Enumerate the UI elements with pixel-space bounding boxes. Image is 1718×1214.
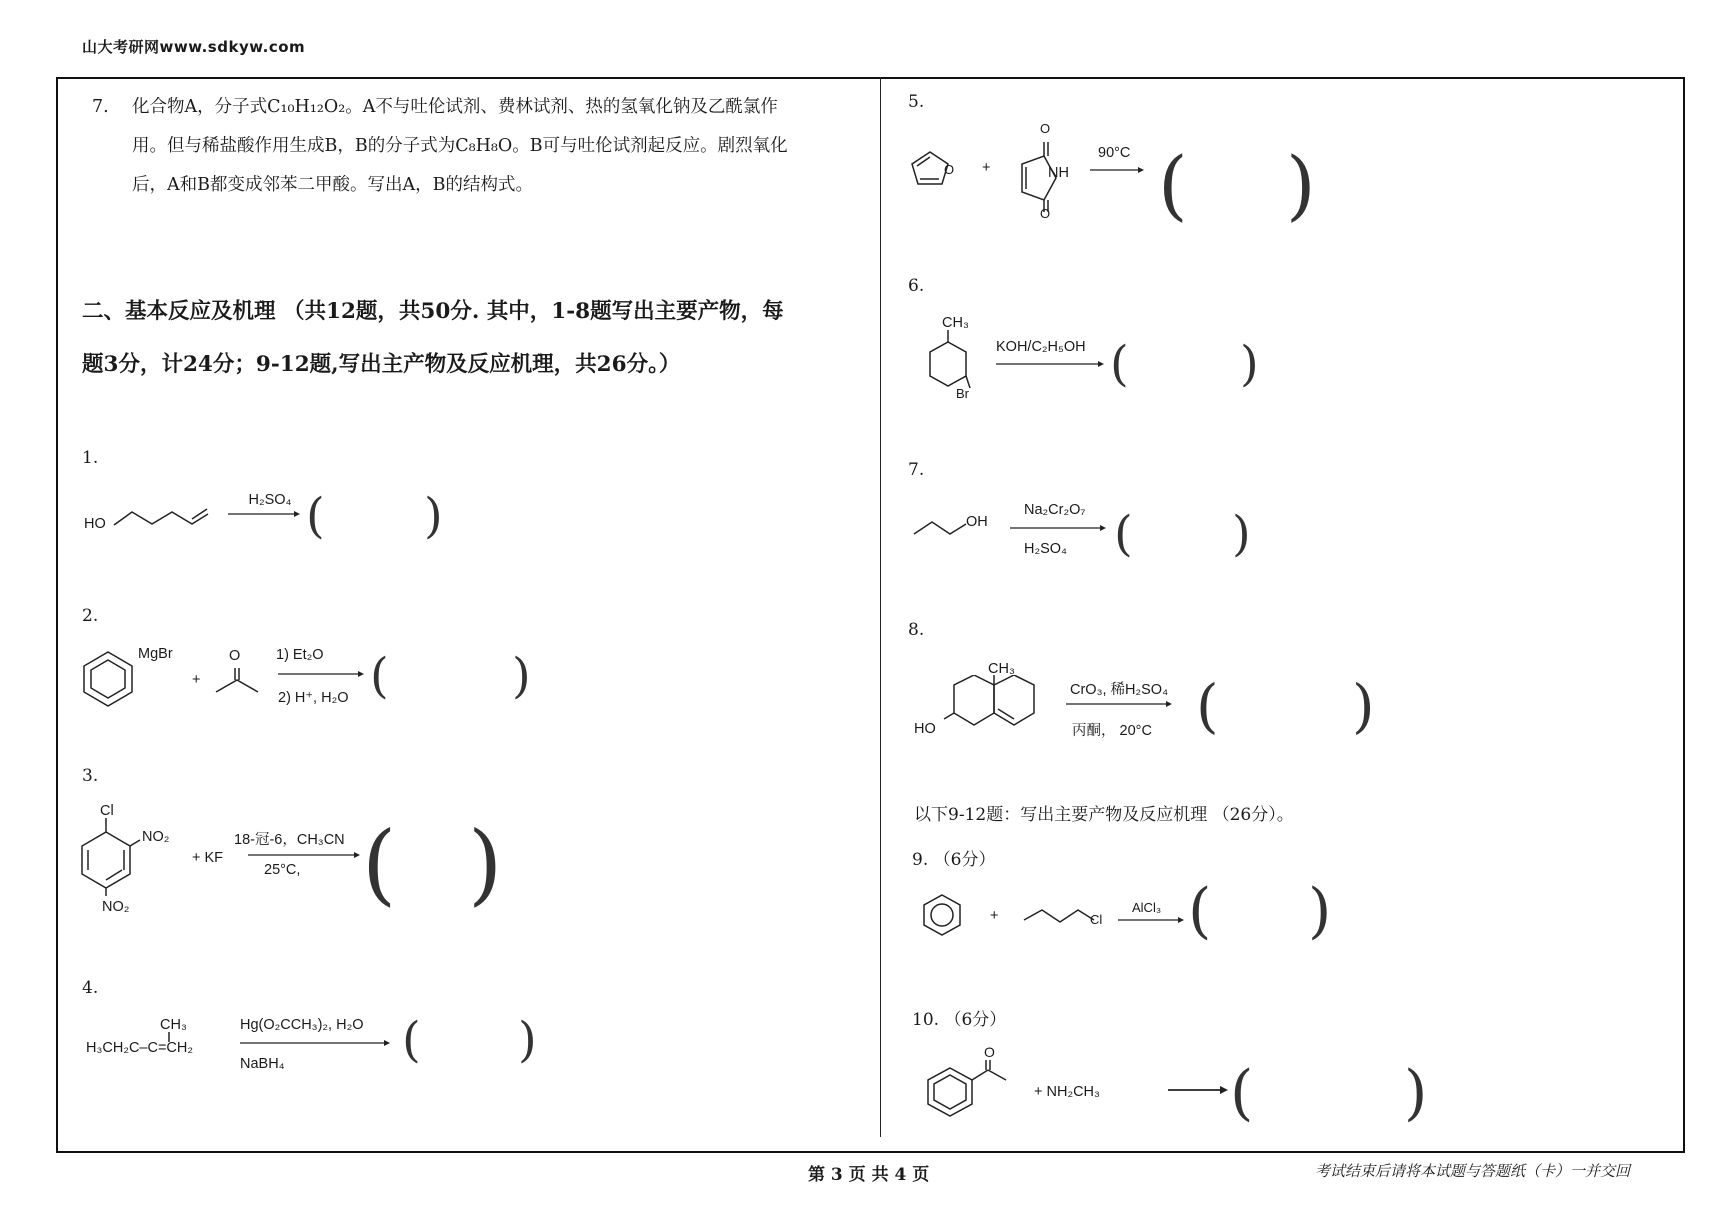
answer-paren-open: ( [1230, 1058, 1254, 1128]
answer-paren-close: ) [1286, 140, 1316, 229]
benzene-ring-icon [80, 648, 140, 710]
answer-paren-close: ) [468, 812, 503, 915]
reaction-3-arrow [248, 849, 360, 861]
benzene-ring-icon [920, 892, 966, 938]
q7-line-2: 用。但与稀盐酸作用生成B，B的分子式为C₈H₈O。B可与吐伦试剂起反应。剧烈氧化 [132, 136, 788, 156]
q7-line-3: 后，A和B都变成邻苯二甲酸。写出A，B的结构式。 [132, 175, 533, 195]
furan-o-label: O [944, 162, 955, 177]
mgbr-label: MgBr [138, 646, 173, 662]
answer-paren-open: ( [1110, 336, 1129, 392]
reaction-8-reagent-1: CrO₃, 稀H₂SO₄ [1070, 682, 1169, 698]
reaction-6-number: 6. [908, 276, 925, 296]
reaction-1-reagent: H₂SO₄ [248, 492, 292, 508]
answer-paren-close: ) [518, 1012, 537, 1068]
reaction-1-reactant [80, 490, 210, 540]
reaction-7-reagent-1: Na₂Cr₂O₇ [1024, 502, 1086, 518]
site-header: 山大考研网www.sdkyw.com [82, 38, 306, 56]
cl-label: Cl [1090, 912, 1103, 927]
oh-label: OH [966, 514, 988, 530]
answer-paren-open: ( [306, 488, 325, 544]
cl-label: Cl [100, 803, 114, 819]
reaction-7-number: 7. [908, 460, 925, 480]
answer-paren-close: ) [1232, 506, 1251, 562]
reaction-2-reagent-1: 1) Et₂O [276, 647, 324, 663]
reaction-8-reagent-2: 丙酮， 20°C [1072, 723, 1152, 739]
reaction-3-number: 3. [82, 766, 99, 786]
methylamine-label: + NH₂CH₃ [1034, 1084, 1100, 1100]
questions-9-12-intro: 以下9-12题：写出主要产物及反应机理 （26分）。 [914, 805, 1294, 825]
reaction-7-arrow [1010, 522, 1106, 534]
answer-paren-open: ( [402, 1012, 421, 1068]
reaction-6-reagent: KOH/C₂H₅OH [996, 339, 1086, 355]
plus-sign: + [990, 908, 999, 924]
answer-paren-open: ( [1188, 876, 1212, 946]
answer-paren-open: ( [362, 812, 397, 915]
carbonyl-o-label: O [1040, 206, 1051, 221]
footer-note: 考试结束后请将本试题与答题纸（卡）一并交回 [1315, 1162, 1631, 1180]
reaction-7-reagent-2: H₂SO₄ [1024, 541, 1067, 557]
answer-paren-close: ) [512, 648, 531, 704]
ch3-label: CH₃ [160, 1017, 187, 1033]
section-2-title [82, 285, 862, 391]
reaction-4-reagent-1: Hg(O₂CCH₃)₂, H₂O [240, 1017, 364, 1033]
question-7-text [92, 88, 852, 205]
plus-sign: + [192, 672, 201, 688]
reaction-1-ho-label: HO [84, 516, 106, 532]
reaction-4-number: 4. [82, 978, 99, 998]
reaction-9-number: 9. （6分） [912, 850, 996, 870]
answer-paren-open: ( [370, 648, 389, 704]
reaction-8-number: 8. [908, 620, 925, 640]
ch3-label: CH₃ [988, 661, 1015, 677]
plus-sign: + [982, 160, 991, 176]
reaction-10-number: 10. （6分） [912, 1010, 1007, 1030]
reaction-9-reagent: AlCl₃ [1132, 900, 1162, 915]
answer-paren-close: ) [1240, 336, 1259, 392]
question-number: 7. [92, 97, 109, 117]
ho-label: HO [914, 721, 936, 737]
answer-paren-open: ( [1114, 506, 1133, 562]
answer-paren-close: ) [1308, 876, 1332, 946]
reaction-3-reagent-1: 18-冠-6，CH₃CN [234, 832, 345, 848]
reaction-2-reagent-2: 2) H⁺, H₂O [278, 690, 349, 706]
reaction-9-arrow [1118, 914, 1184, 926]
answer-paren-close: ) [1352, 672, 1375, 740]
reaction-5-reagent: 90°C [1098, 145, 1131, 161]
reaction-8-arrow [1066, 698, 1172, 710]
reaction-4-reagent-2: NaBH₄ [240, 1056, 285, 1072]
page-number: 第 3 页 共 4 页 [808, 1165, 930, 1185]
reaction-3-reagent-2: 25°C, [264, 862, 301, 878]
page-frame [56, 77, 1685, 1153]
section-title-line-2: 题3分，计24分；9-12题,写出主产物及反应机理，共26分。） [82, 352, 681, 377]
reaction-5-arrow [1090, 164, 1144, 176]
plus-kf: + KF [192, 850, 224, 866]
reaction-1-arrow [228, 508, 300, 520]
reaction-2-arrow [278, 668, 364, 680]
answer-paren-open: ( [1196, 672, 1219, 740]
alkene-chain-label: H₃CH₂C–C=CH₂ [86, 1040, 193, 1056]
reaction-6-arrow [996, 358, 1104, 370]
no2-label: NO₂ [142, 829, 170, 845]
acetophenone-structure [922, 1060, 1018, 1126]
br-label: Br [956, 386, 969, 401]
reaction-5-number: 5. [908, 92, 925, 112]
decalin-structure [940, 675, 1050, 737]
reaction-4-arrow [240, 1037, 390, 1049]
reaction-2-number: 2. [82, 606, 99, 626]
propanol-chain [910, 512, 970, 542]
section-title-line-1: 二、基本反应及机理 （共12题，共50分. 其中，1-8题写出主要产物，每 [82, 299, 784, 324]
answer-paren-open: ( [1158, 140, 1188, 229]
q7-line-1: 化合物A，分子式C₁₀H₁₂O₂。A不与吐伦试剂、费林试剂、热的氢氧化钠及乙酰氯作 [132, 97, 778, 117]
carbonyl-o-label: O [1040, 121, 1051, 136]
nh-label: NH [1048, 165, 1069, 181]
answer-paren-close: ) [1404, 1058, 1428, 1128]
answer-paren-close: ) [424, 488, 443, 544]
ch3-label: CH₃ [942, 315, 969, 331]
carbonyl-o-label: O [229, 648, 241, 664]
reaction-10-arrow [1168, 1084, 1228, 1096]
reaction-1-number: 1. [82, 448, 99, 468]
no2-label: NO₂ [102, 899, 130, 915]
carbonyl-o-label: O [984, 1044, 995, 1060]
column-divider [880, 77, 881, 1137]
dinitrochlorobenzene-ring [80, 818, 142, 898]
